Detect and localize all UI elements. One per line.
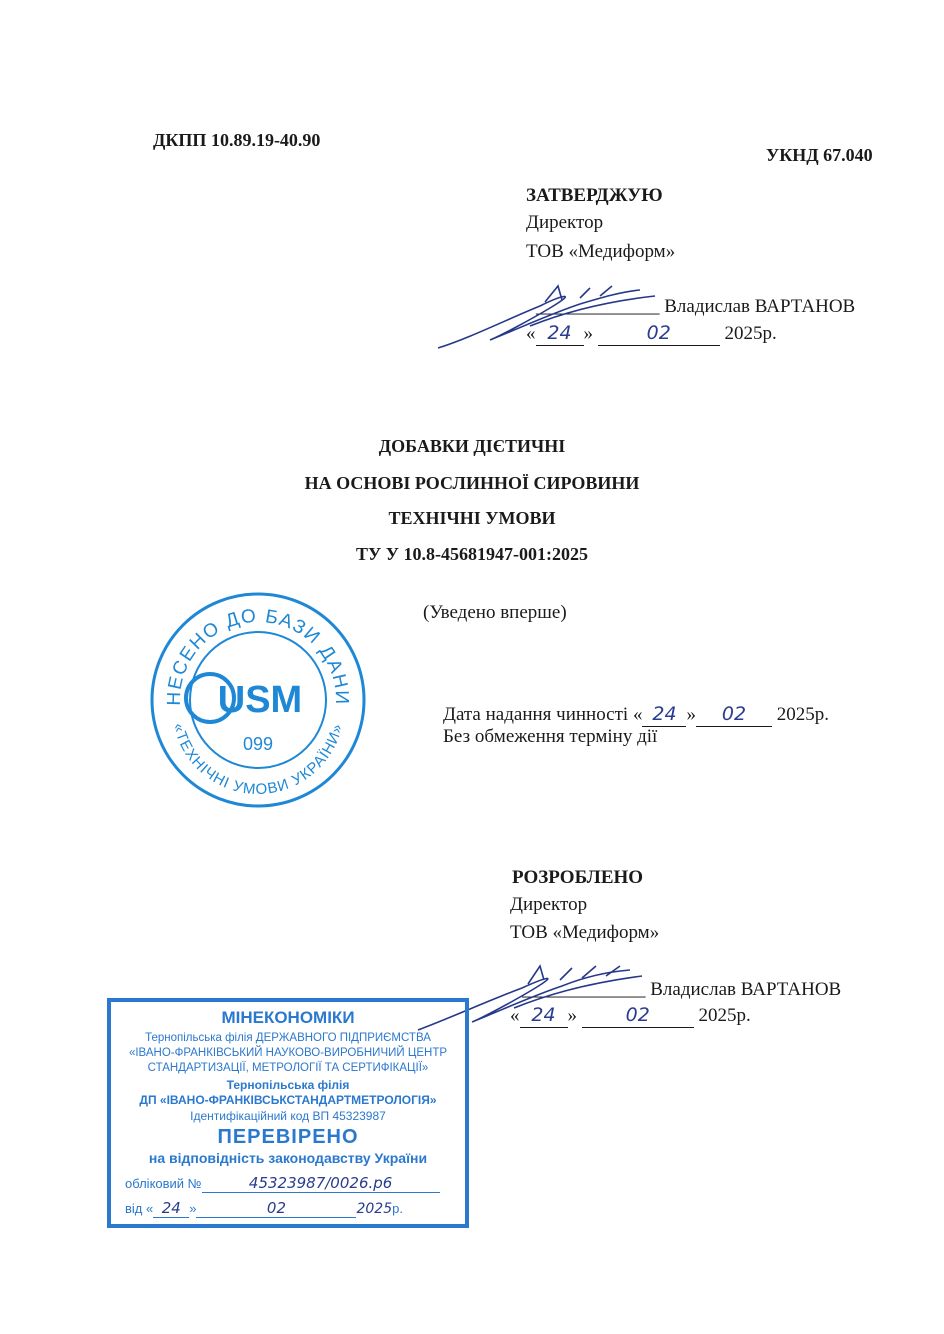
round-stamp-top-text: НЕСЕНО ДО БАЗИ ДАНИ [163, 605, 353, 706]
title-spec-number: ТУ У 10.8-45681947-001:2025 [356, 544, 588, 564]
stamp-verified: ПЕРЕВІРЕНО [217, 1126, 359, 1148]
stamp-from-day: 24 [153, 1199, 189, 1218]
developed-signature-line: _____________ Владислав ВАРТАНОВ [522, 979, 842, 1000]
developed-company: ТОВ «Медиформ» [510, 922, 660, 943]
validity-day: 24 [652, 703, 677, 725]
developed-heading: РОЗРОБЛЕНО [512, 867, 644, 888]
stamp-from-label: від « [125, 1201, 154, 1216]
uknd-code: УКНД 67.040 [766, 145, 873, 165]
stamp-reg-label: обліковий № [125, 1176, 202, 1191]
validity-term: Без обмеження терміну дії [443, 726, 658, 747]
validity-mid: » [686, 704, 696, 725]
approve-signature-icon [430, 278, 670, 358]
approve-day: 24 [547, 322, 572, 344]
approve-year: 2025р. [724, 323, 777, 344]
stamp-line-5: Тернопільська філія [226, 1078, 350, 1092]
validity-label: Дата надання чинності « [443, 704, 643, 725]
developed-date-open: « [510, 1005, 520, 1026]
approve-date-mid: » [583, 323, 593, 344]
round-stamp-logo: USM [217, 679, 303, 721]
verification-stamp [107, 998, 469, 1228]
developed-year: 2025р. [698, 1005, 751, 1026]
stamp-ministry: МІНЕКОНОМІКИ [221, 1008, 355, 1027]
intro-note: (Уведено вперше) [423, 602, 567, 623]
approve-signature-line: _____________ Владислав ВАРТАНОВ [536, 296, 856, 317]
database-round-stamp [148, 590, 368, 810]
developed-date-mid: » [567, 1005, 577, 1026]
stamp-reg-value: 45323987/0026.р6 [202, 1174, 440, 1193]
stamp-line-4: СТАНДАРТИЗАЦІЇ, МЕТРОЛОГІЇ ТА СЕРТИФІКАЦІЇ» [147, 1062, 429, 1074]
round-stamp-bottom-text: «ТЕХНІЧНІ УМОВИ УКРАЇНИ» [169, 721, 347, 799]
title-line-3: ТЕХНІЧНІ УМОВИ [388, 508, 556, 528]
stamp-from-suffix: р. [392, 1201, 403, 1216]
round-stamp-number: 099 [242, 734, 274, 754]
stamp-line-9: на відповідність законодавству України [148, 1150, 428, 1166]
approve-position: Директор [526, 212, 604, 233]
stamp-line-6: ДП «ІВАНО-ФРАНКІВСЬКСТАНДАРТМЕТРОЛОГІЯ» [139, 1093, 437, 1107]
stamp-from-mid: » [189, 1201, 197, 1216]
developed-month: 02 [625, 1004, 650, 1026]
title-line-1: ДОБАВКИ ДІЄТИЧНІ [378, 436, 566, 456]
stamp-line-2: Тернопільська філія ДЕРЖАВНОГО ПІДПРИЄМСТВА [145, 1032, 431, 1044]
title-line-2: НА ОСНОВІ РОСЛИННОЇ СИРОВИНИ [304, 473, 640, 493]
stamp-from-year: 2025 [356, 1201, 393, 1217]
stamp-registration [111, 1174, 479, 1193]
stamp-line-3: «ІВАНО-ФРАНКІВСЬКИЙ НАУКОВО-ВИРОБНИЧИЙ ЦЕНТР [128, 1047, 448, 1059]
stamp-date [111, 1199, 479, 1218]
developed-position: Директор [510, 894, 588, 915]
stamp-line-7: Ідентифікаційний код ВП 45323987 [190, 1109, 386, 1123]
approve-heading: ЗАТВЕРДЖУЮ [526, 185, 663, 206]
approve-month: 02 [646, 322, 671, 344]
validity-year: 2025р. [776, 704, 829, 725]
approve-company: ТОВ «Медиформ» [526, 241, 676, 262]
dkpp-code: ДКПП 10.89.19-40.90 [153, 130, 321, 150]
validity-month: 02 [721, 703, 747, 725]
developed-day: 24 [531, 1004, 556, 1026]
round-stamp-graphic [148, 590, 368, 810]
approve-date-open: « [526, 323, 536, 344]
stamp-from-month: 02 [196, 1199, 356, 1218]
validity-date [443, 703, 829, 727]
